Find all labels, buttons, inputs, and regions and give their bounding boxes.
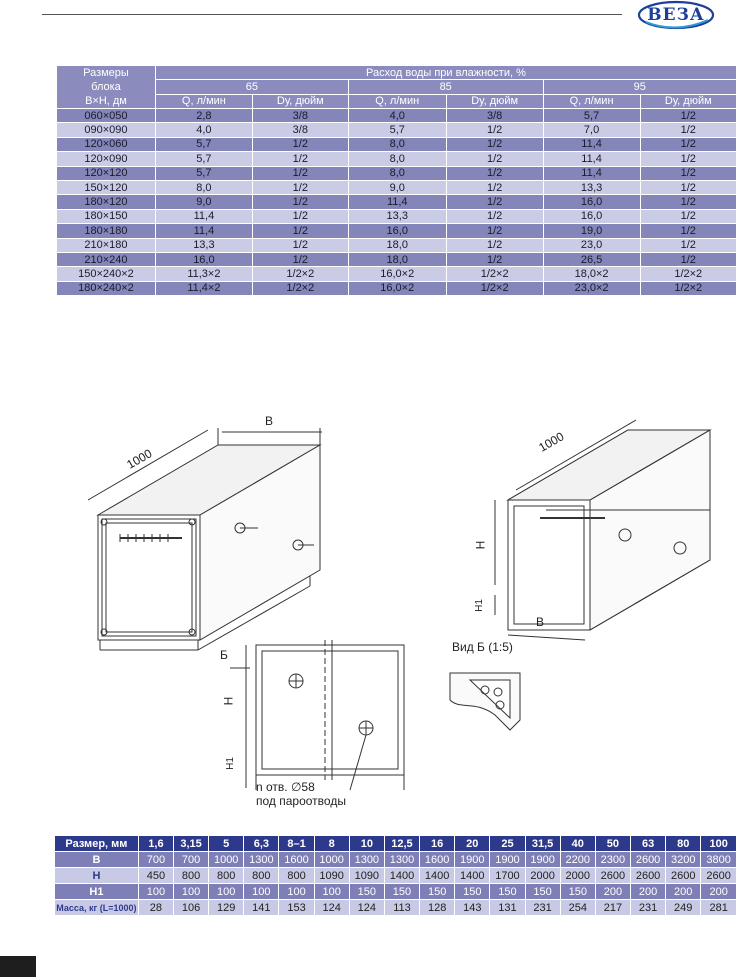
flow-value-cell: 1/2 [252, 180, 348, 194]
dimension-value-cell: 124 [314, 900, 349, 916]
flow-value-cell: 1/2 [640, 238, 736, 252]
flow-table-row [57, 209, 737, 223]
dimension-value-cell: 231 [631, 900, 666, 916]
dim-1000-right: 1000 [536, 429, 567, 455]
flow-table-row [57, 180, 737, 194]
logo-text: ВЕЗА [647, 5, 705, 25]
page-corner-mark [0, 956, 36, 977]
flow-value-cell: 1/2 [252, 137, 348, 151]
block-size-cell: 090×090 [57, 123, 156, 137]
right-unit-drawing [495, 420, 710, 640]
flow-table-row [57, 238, 737, 252]
flow-value-cell: 16,0 [348, 224, 446, 238]
dimension-value-cell: 2000 [560, 868, 595, 884]
dimension-value-cell: 1400 [420, 868, 455, 884]
dim-1000-left: 1000 [124, 446, 155, 472]
size-header-cell: 40 [560, 836, 595, 852]
block-size-cell: 150×120 [57, 180, 156, 194]
dimension-value-cell: 1900 [490, 852, 525, 868]
flow-value-cell: 1/2 [446, 238, 543, 252]
block-size-cell: 120×090 [57, 152, 156, 166]
dimension-value-cell: 1400 [455, 868, 490, 884]
flow-value-cell: 8,0 [348, 152, 446, 166]
flow-value-cell: 11,4 [543, 166, 640, 180]
flow-value-cell: 1/2 [446, 209, 543, 223]
size-header-cell: 80 [666, 836, 701, 852]
flow-value-cell: 3/8 [252, 109, 348, 123]
flow-value-cell: 4,0 [348, 109, 446, 123]
flow-value-cell: 5,7 [543, 109, 640, 123]
flow-value-cell: 1/2 [640, 224, 736, 238]
group-95: 95 [543, 80, 736, 94]
dimension-value-cell: 2200 [560, 852, 595, 868]
dimension-value-cell: 254 [560, 900, 595, 916]
size-header-cell: 20 [455, 836, 490, 852]
flow-value-cell: 1/2 [252, 238, 348, 252]
flow-value-cell: 8,0 [348, 137, 446, 151]
dimension-value-cell: 106 [173, 900, 208, 916]
dimension-value-cell: 800 [244, 868, 279, 884]
flow-table-row [57, 195, 737, 209]
size-header-cell: 100 [701, 836, 736, 852]
dimension-value-cell: 100 [173, 884, 208, 900]
dimension-value-cell: 128 [420, 900, 455, 916]
flow-value-cell: 11,4 [155, 209, 252, 223]
flow-value-cell: 4,0 [155, 123, 252, 137]
flow-value-cell: 18,0×2 [543, 267, 640, 281]
block-size-cell: 180×150 [57, 209, 156, 223]
flow-value-cell: 16,0 [155, 252, 252, 266]
dimension-row [55, 868, 737, 884]
flow-value-cell: 1/2 [446, 252, 543, 266]
water-flow-table-body [57, 109, 737, 296]
flow-value-cell: 1/2×2 [640, 267, 736, 281]
dimension-value-cell: 100 [138, 884, 173, 900]
block-size-cell: 210×180 [57, 238, 156, 252]
flow-value-cell: 1/2 [252, 152, 348, 166]
dimension-value-cell: 2300 [595, 852, 630, 868]
flow-value-cell: 7,0 [543, 123, 640, 137]
dimension-value-cell: 1300 [384, 852, 419, 868]
flow-value-cell: 5,7 [155, 166, 252, 180]
flow-value-cell: 1/2×2 [446, 267, 543, 281]
flow-table-row [57, 166, 737, 180]
dimension-value-cell: 800 [173, 868, 208, 884]
flow-value-cell: 1/2 [252, 166, 348, 180]
sub-d-85: Dу, дюйм [446, 94, 543, 108]
flow-value-cell: 1/2 [446, 224, 543, 238]
size-header-cell: 50 [595, 836, 630, 852]
flow-value-cell: 1/2 [640, 195, 736, 209]
flow-value-cell: 16,0×2 [348, 267, 446, 281]
size-header-cell: 5 [209, 836, 244, 852]
flow-value-cell: 11,4 [155, 224, 252, 238]
front-view-drawing [230, 640, 404, 790]
flow-table-row [57, 137, 737, 151]
dimension-value-cell: 28 [138, 900, 173, 916]
dimensions-table [54, 836, 736, 916]
dimension-row [55, 852, 737, 868]
dimensions-table-body [55, 836, 737, 916]
dimension-value-cell: 1400 [384, 868, 419, 884]
dimension-value-cell: 200 [631, 884, 666, 900]
size-column-header [57, 66, 156, 109]
dimension-value-cell: 1600 [279, 852, 314, 868]
dimension-value-cell: 129 [209, 900, 244, 916]
flow-value-cell: 1/2 [252, 195, 348, 209]
flow-title: Расход воды при влажности, % [155, 66, 736, 80]
dimension-value-cell: 150 [490, 884, 525, 900]
dimension-value-cell: 153 [279, 900, 314, 916]
flow-value-cell: 2,8 [155, 109, 252, 123]
size-header-cell: 63 [631, 836, 666, 852]
block-size-cell: 180×180 [57, 224, 156, 238]
dimension-value-cell: 2000 [525, 868, 560, 884]
technical-drawings [70, 400, 737, 810]
size-header-line-3: B×H, дм [85, 95, 127, 107]
dimension-value-cell: 100 [314, 884, 349, 900]
dimension-value-cell: 2600 [666, 868, 701, 884]
dim-h-right: H [473, 540, 488, 550]
dimension-row [55, 900, 737, 916]
flow-value-cell: 1/2 [446, 152, 543, 166]
flow-value-cell: 3/8 [252, 123, 348, 137]
flow-value-cell: 1/2 [640, 166, 736, 180]
size-header-cell: 25 [490, 836, 525, 852]
dimension-value-cell: 124 [349, 900, 384, 916]
flow-value-cell: 1/2×2 [640, 281, 736, 295]
size-header-cell: 6,3 [244, 836, 279, 852]
size-header-cell: 8–1 [279, 836, 314, 852]
dimension-value-cell: 131 [490, 900, 525, 916]
dimension-value-cell: 3800 [701, 852, 736, 868]
block-size-cell: 120×060 [57, 137, 156, 151]
dimension-value-cell: 100 [279, 884, 314, 900]
flow-table-row [57, 123, 737, 137]
flow-value-cell: 18,0 [348, 252, 446, 266]
flow-value-cell: 13,3 [155, 238, 252, 252]
dimension-value-cell: 281 [701, 900, 736, 916]
size-header-cell: 10 [349, 836, 384, 852]
dim-h1-right: H1 [473, 599, 485, 612]
sub-q-95: Q, л/мин [543, 94, 640, 108]
block-size-cell: 180×120 [57, 195, 156, 209]
flow-value-cell: 3/8 [446, 109, 543, 123]
size-header-line-1: Размеры [83, 67, 129, 79]
flow-value-cell: 1/2×2 [446, 281, 543, 295]
flow-value-cell: 9,0 [155, 195, 252, 209]
flow-value-cell: 1/2 [446, 166, 543, 180]
view-b-title: Вид Б (1:5) [452, 640, 513, 654]
flow-value-cell: 23,0 [543, 238, 640, 252]
view-b-detail [450, 673, 520, 730]
veza-logo [636, 0, 716, 32]
size-header-cell: 3,15 [173, 836, 208, 852]
group-65: 65 [155, 80, 348, 94]
dimension-value-cell: 217 [595, 900, 630, 916]
flow-value-cell: 1/2 [640, 180, 736, 194]
dimension-value-cell: 2600 [631, 852, 666, 868]
flow-value-cell: 8,0 [348, 166, 446, 180]
size-header-label: Размер, мм [55, 836, 139, 852]
dimension-value-cell: 2600 [631, 868, 666, 884]
flow-value-cell: 1/2 [446, 180, 543, 194]
dimension-value-cell: 450 [138, 868, 173, 884]
flow-value-cell: 1/2 [640, 109, 736, 123]
dimension-value-cell: 1900 [455, 852, 490, 868]
sub-d-95: Dу, дюйм [640, 94, 736, 108]
flow-value-cell: 19,0 [543, 224, 640, 238]
flow-value-cell: 11,4 [543, 137, 640, 151]
size-header-cell: 16 [420, 836, 455, 852]
isometric-drawings [70, 400, 737, 810]
flow-table-row [57, 252, 737, 266]
flow-value-cell: 23,0×2 [543, 281, 640, 295]
flow-value-cell: 16,0 [543, 209, 640, 223]
sub-d-65: Dу, дюйм [252, 94, 348, 108]
dimension-value-cell: 2600 [595, 868, 630, 884]
flow-value-cell: 13,3 [543, 180, 640, 194]
flow-value-cell: 9,0 [348, 180, 446, 194]
flow-value-cell: 11,4 [348, 195, 446, 209]
block-size-cell: 210×240 [57, 252, 156, 266]
arrow-b-label: Б [220, 648, 228, 662]
flow-value-cell: 16,0 [543, 195, 640, 209]
sub-q-65: Q, л/мин [155, 94, 252, 108]
block-size-cell: 180×240×2 [57, 281, 156, 295]
flow-value-cell: 1/2 [446, 137, 543, 151]
dimension-row-label: Масса, кг (L=1000) [55, 900, 139, 916]
flow-value-cell: 1/2 [640, 252, 736, 266]
dimension-value-cell: 1090 [349, 868, 384, 884]
flow-value-cell: 1/2 [640, 123, 736, 137]
flow-value-cell: 1/2 [252, 209, 348, 223]
dimension-value-cell: 200 [701, 884, 736, 900]
flow-value-cell: 5,7 [155, 137, 252, 151]
flow-value-cell: 11,4 [543, 152, 640, 166]
size-header-cell: 8 [314, 836, 349, 852]
flow-value-cell: 11,4×2 [155, 281, 252, 295]
block-size-cell: 060×050 [57, 109, 156, 123]
dimension-value-cell: 800 [279, 868, 314, 884]
flow-value-cell: 11,3×2 [155, 267, 252, 281]
flow-value-cell: 1/2 [446, 123, 543, 137]
dimension-value-cell: 150 [384, 884, 419, 900]
dim-b-top: B [265, 414, 274, 428]
flow-value-cell: 26,5 [543, 252, 640, 266]
dimension-row-label: H [55, 868, 139, 884]
dimension-value-cell: 141 [244, 900, 279, 916]
header-rule [42, 14, 622, 15]
dimension-row-label: H1 [55, 884, 139, 900]
holes-note-line-2: под пароотводы [256, 794, 346, 808]
size-header-cell: 12,5 [384, 836, 419, 852]
flow-value-cell: 1/2 [640, 209, 736, 223]
flow-value-cell: 1/2×2 [252, 267, 348, 281]
dimension-value-cell: 150 [349, 884, 384, 900]
dimension-value-cell: 800 [209, 868, 244, 884]
dimension-value-cell: 700 [173, 852, 208, 868]
dimension-value-cell: 150 [560, 884, 595, 900]
dim-b-right: B [536, 615, 545, 629]
flow-value-cell: 18,0 [348, 238, 446, 252]
dim-h-front: H [221, 696, 236, 706]
flow-value-cell: 1/2×2 [252, 281, 348, 295]
dimension-value-cell: 700 [138, 852, 173, 868]
dimension-value-cell: 100 [209, 884, 244, 900]
left-unit-drawing [88, 428, 322, 650]
flow-value-cell: 1/2 [252, 252, 348, 266]
dimension-value-cell: 200 [595, 884, 630, 900]
dimension-value-cell: 1300 [349, 852, 384, 868]
dimension-value-cell: 150 [420, 884, 455, 900]
dimension-value-cell: 1700 [490, 868, 525, 884]
flow-value-cell: 5,7 [348, 123, 446, 137]
dimension-value-cell: 1300 [244, 852, 279, 868]
dim-h1-front: H1 [224, 757, 236, 770]
flow-table-row [57, 152, 737, 166]
size-header-line-2: блока [91, 81, 121, 93]
dimension-value-cell: 1900 [525, 852, 560, 868]
dimension-row [55, 884, 737, 900]
flow-table-row [57, 224, 737, 238]
dimension-value-cell: 231 [525, 900, 560, 916]
dimension-value-cell: 1000 [209, 852, 244, 868]
flow-value-cell: 1/2 [640, 137, 736, 151]
sub-q-85: Q, л/мин [348, 94, 446, 108]
holes-note-line-1: n отв. ∅58 [256, 780, 315, 794]
dimension-value-cell: 3200 [666, 852, 701, 868]
flow-table-row [57, 109, 737, 123]
flow-value-cell: 5,7 [155, 152, 252, 166]
dimension-value-cell: 249 [666, 900, 701, 916]
dimension-value-cell: 1090 [314, 868, 349, 884]
size-header-cell: 1,6 [138, 836, 173, 852]
dimension-value-cell: 200 [666, 884, 701, 900]
block-size-cell: 150×240×2 [57, 267, 156, 281]
dimension-value-cell: 1000 [314, 852, 349, 868]
dimension-value-cell: 143 [455, 900, 490, 916]
size-header-row [55, 836, 737, 852]
dimension-value-cell: 1600 [420, 852, 455, 868]
flow-value-cell: 1/2 [640, 152, 736, 166]
flow-value-cell: 8,0 [155, 180, 252, 194]
block-size-cell: 120×120 [57, 166, 156, 180]
flow-value-cell: 1/2 [446, 195, 543, 209]
water-flow-table [56, 66, 736, 296]
dimension-value-cell: 100 [244, 884, 279, 900]
dimension-value-cell: 113 [384, 900, 419, 916]
flow-table-row [57, 267, 737, 281]
dimension-value-cell: 150 [525, 884, 560, 900]
size-header-cell: 31,5 [525, 836, 560, 852]
group-85: 85 [348, 80, 543, 94]
dimension-value-cell: 150 [455, 884, 490, 900]
flow-value-cell: 1/2 [252, 224, 348, 238]
flow-value-cell: 13,3 [348, 209, 446, 223]
flow-table-row [57, 281, 737, 295]
flow-value-cell: 16,0×2 [348, 281, 446, 295]
dimension-row-label: B [55, 852, 139, 868]
dimension-value-cell: 2600 [701, 868, 736, 884]
